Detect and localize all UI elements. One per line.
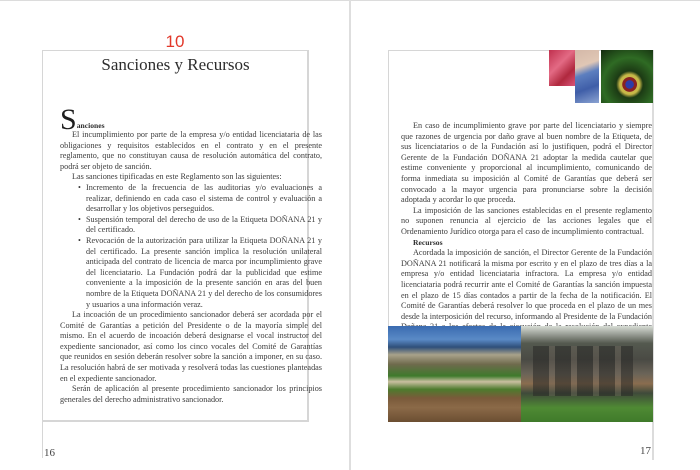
list-item: • Incremento de la frecuencia de las auditorias y/o evaluaciones a realizar, definiendo en cada caso el sistema de control y evaluación a desarrollar y los objetivos perseguidos. [80, 183, 322, 215]
textile-photo-red [549, 50, 575, 86]
left-page-margin-rule [42, 422, 43, 458]
paragraph: Las sanciones tipificadas en este Reglamento son las siguientes: [72, 172, 282, 182]
paragraph: En caso de incumplimiento grave por parte del licenciatario y siempre que razones de urgencia por daño grave al buen nombre de la Etiqueta, de sus licenciatarios o de la Fundación así lo justifiquen, podrá el Director Gerente de la Fundación DOÑANA 21 adoptar la medida cautelar que estime conveniente y proporcional al incumplimiento, comunicando de forma inmediata su imposición al Comité de Garantías que deberá ser convocado a la mayor urgencia para pronunciarse sobre la decisión adoptada y acordar lo que proceda. [401, 121, 652, 205]
page-number-left: 16 [44, 447, 55, 459]
drop-cap: S [60, 103, 77, 136]
paragraph: Serán de aplicación al presente procedimiento sancionador los principios generales del derecho administrativo sancionador. [60, 384, 322, 404]
section-heading-recursos: Recursos [413, 237, 443, 247]
right-page-body [401, 121, 652, 343]
paragraph: La incoación de un procedimiento sancionador deberá ser acordada por el Comité de Garantías a petición del Presidente o de la mayoría simple del mismo. En el acuerdo de incoación deberá designarse el vocal instructor del expediente sancionador, así como los cinco vocales del Comité de Garantías que reunidos en sesión deberán resolver sobre la sanción a imponer, en su caso. La resolución habrá de ser motivada y resolverá todas las cuestiones planteadas en el expediente sancionador. [60, 310, 322, 383]
chapter-title: Sanciones y Recursos [101, 55, 250, 74]
paragraph: La imposición de las sanciones establecidas en el presente reglamento no suponen renuncia al ejercicio de las acciones legales que el Ordenamiento Jurídico otorga para el caso de incumplimiento contractual. [401, 205, 652, 236]
list-item: • Revocación de la autorización para utilizar la Etiqueta DOÑANA 21 y del certificado. La presente sanción implica la resolución unilateral anticipada del contrato de licencia de marca por incumplimiento grave del licenciatario. La Fundación podrá dar la publicidad que estime conveniente a la imposición de la presente sanción en aras del buen nombre de la Etiqueta DOÑANA 21 y del derecho de los consumidores y usuarios a una información veraz. [80, 236, 322, 310]
textile-photo-blue [575, 50, 599, 103]
book-spine-divider [349, 0, 351, 470]
left-page-body [60, 103, 322, 405]
section-heading-text: anciones [76, 121, 105, 131]
section-heading-sanciones [60, 103, 322, 136]
list-item: • Suspensión temporal del derecho de uso de la Etiqueta DOÑANA 21 y del certificado. [80, 215, 322, 236]
paragraph: El incumplimiento por parte de la empresa y/o entidad licenciataria de las obligaciones y requisitos establecidos en el contrato y en el presente reglamento, que no constituyan causa de resolución automática del contrato, podrá ser objeto de sanción. [60, 130, 322, 171]
beehive-stones-photo [521, 326, 653, 422]
orchid-photo [601, 50, 653, 103]
right-page-frame-left [388, 50, 389, 326]
paragraph: Acordada la imposición de sanción, el Director Gerente de la Fundación DOÑANA 21 notificará la misma por escrito y en el plazo de tres días a la empresa y/o entidad licenciataria infractora. La empresa y/o entidad licenciataria podrá recurrir ante el Comité de Garantías la sanción impuesta en el plazo de 15 días contados a partir de la fecha de la notificación. El Comité de Garantías deberá resolver lo que proceda en el plazo de un mes desde la interposición del recurso, informando al Presidente de la Fundación [401, 248, 652, 321]
landscape-photo [388, 326, 521, 422]
page-number-right: 17 [640, 445, 651, 457]
sanctions-list [60, 183, 322, 310]
chapter-number: 10 [165, 32, 185, 51]
